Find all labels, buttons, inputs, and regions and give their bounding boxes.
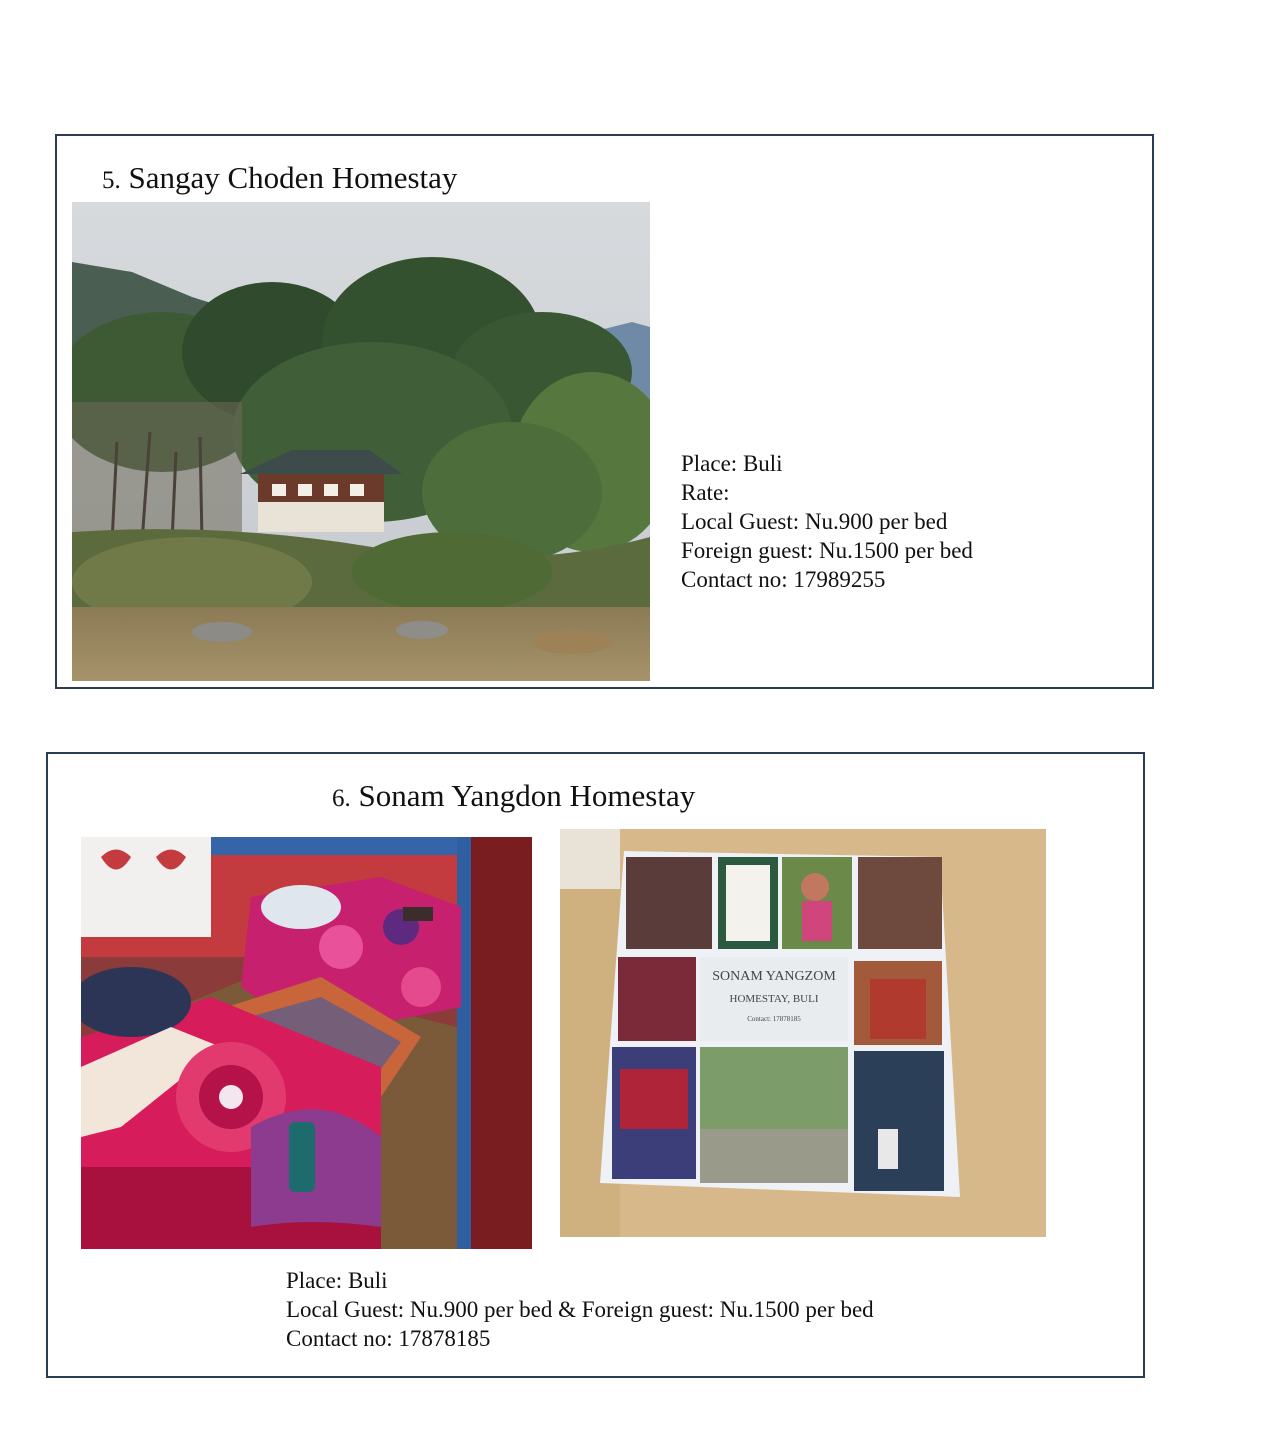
poster-sign xyxy=(706,961,842,1037)
local-guest-rate: Local Guest: Nu.900 per bed xyxy=(681,509,948,534)
homestay-card-5 xyxy=(55,134,1154,689)
foreign-guest-rate: Foreign guest: Nu.1500 per bed xyxy=(681,538,973,563)
homestay-poster-photo xyxy=(560,829,1046,1237)
sign-line-1: SONAM YANGZOM xyxy=(712,969,836,984)
sign-line-3: Contact: 17878185 xyxy=(747,1015,801,1023)
sign-line-2: HOMESTAY, BULI xyxy=(729,993,819,1005)
place-text: Place: Buli xyxy=(681,451,783,476)
homestay-bedroom-photo xyxy=(81,837,532,1249)
place-text: Place: Buli xyxy=(286,1268,388,1293)
homestay-exterior-photo xyxy=(72,202,650,681)
homestay-details xyxy=(681,449,973,594)
homestay-name: Sonam Yangdon Homestay xyxy=(358,778,696,813)
homestay-title xyxy=(332,780,695,811)
homestay-title xyxy=(102,162,457,193)
homestay-number: 5. xyxy=(102,167,121,194)
contact-number: Contact no: 17989255 xyxy=(681,567,886,592)
homestay-name: Sangay Choden Homestay xyxy=(128,160,458,195)
homestay-card-6 xyxy=(46,752,1145,1378)
guest-rates: Local Guest: Nu.900 per bed & Foreign guest: Nu.1500 per bed xyxy=(286,1297,874,1322)
homestay-number: 6. xyxy=(332,785,351,812)
rate-label: Rate: xyxy=(681,480,730,505)
contact-number: Contact no: 17878185 xyxy=(286,1326,491,1351)
homestay-details xyxy=(286,1266,874,1353)
